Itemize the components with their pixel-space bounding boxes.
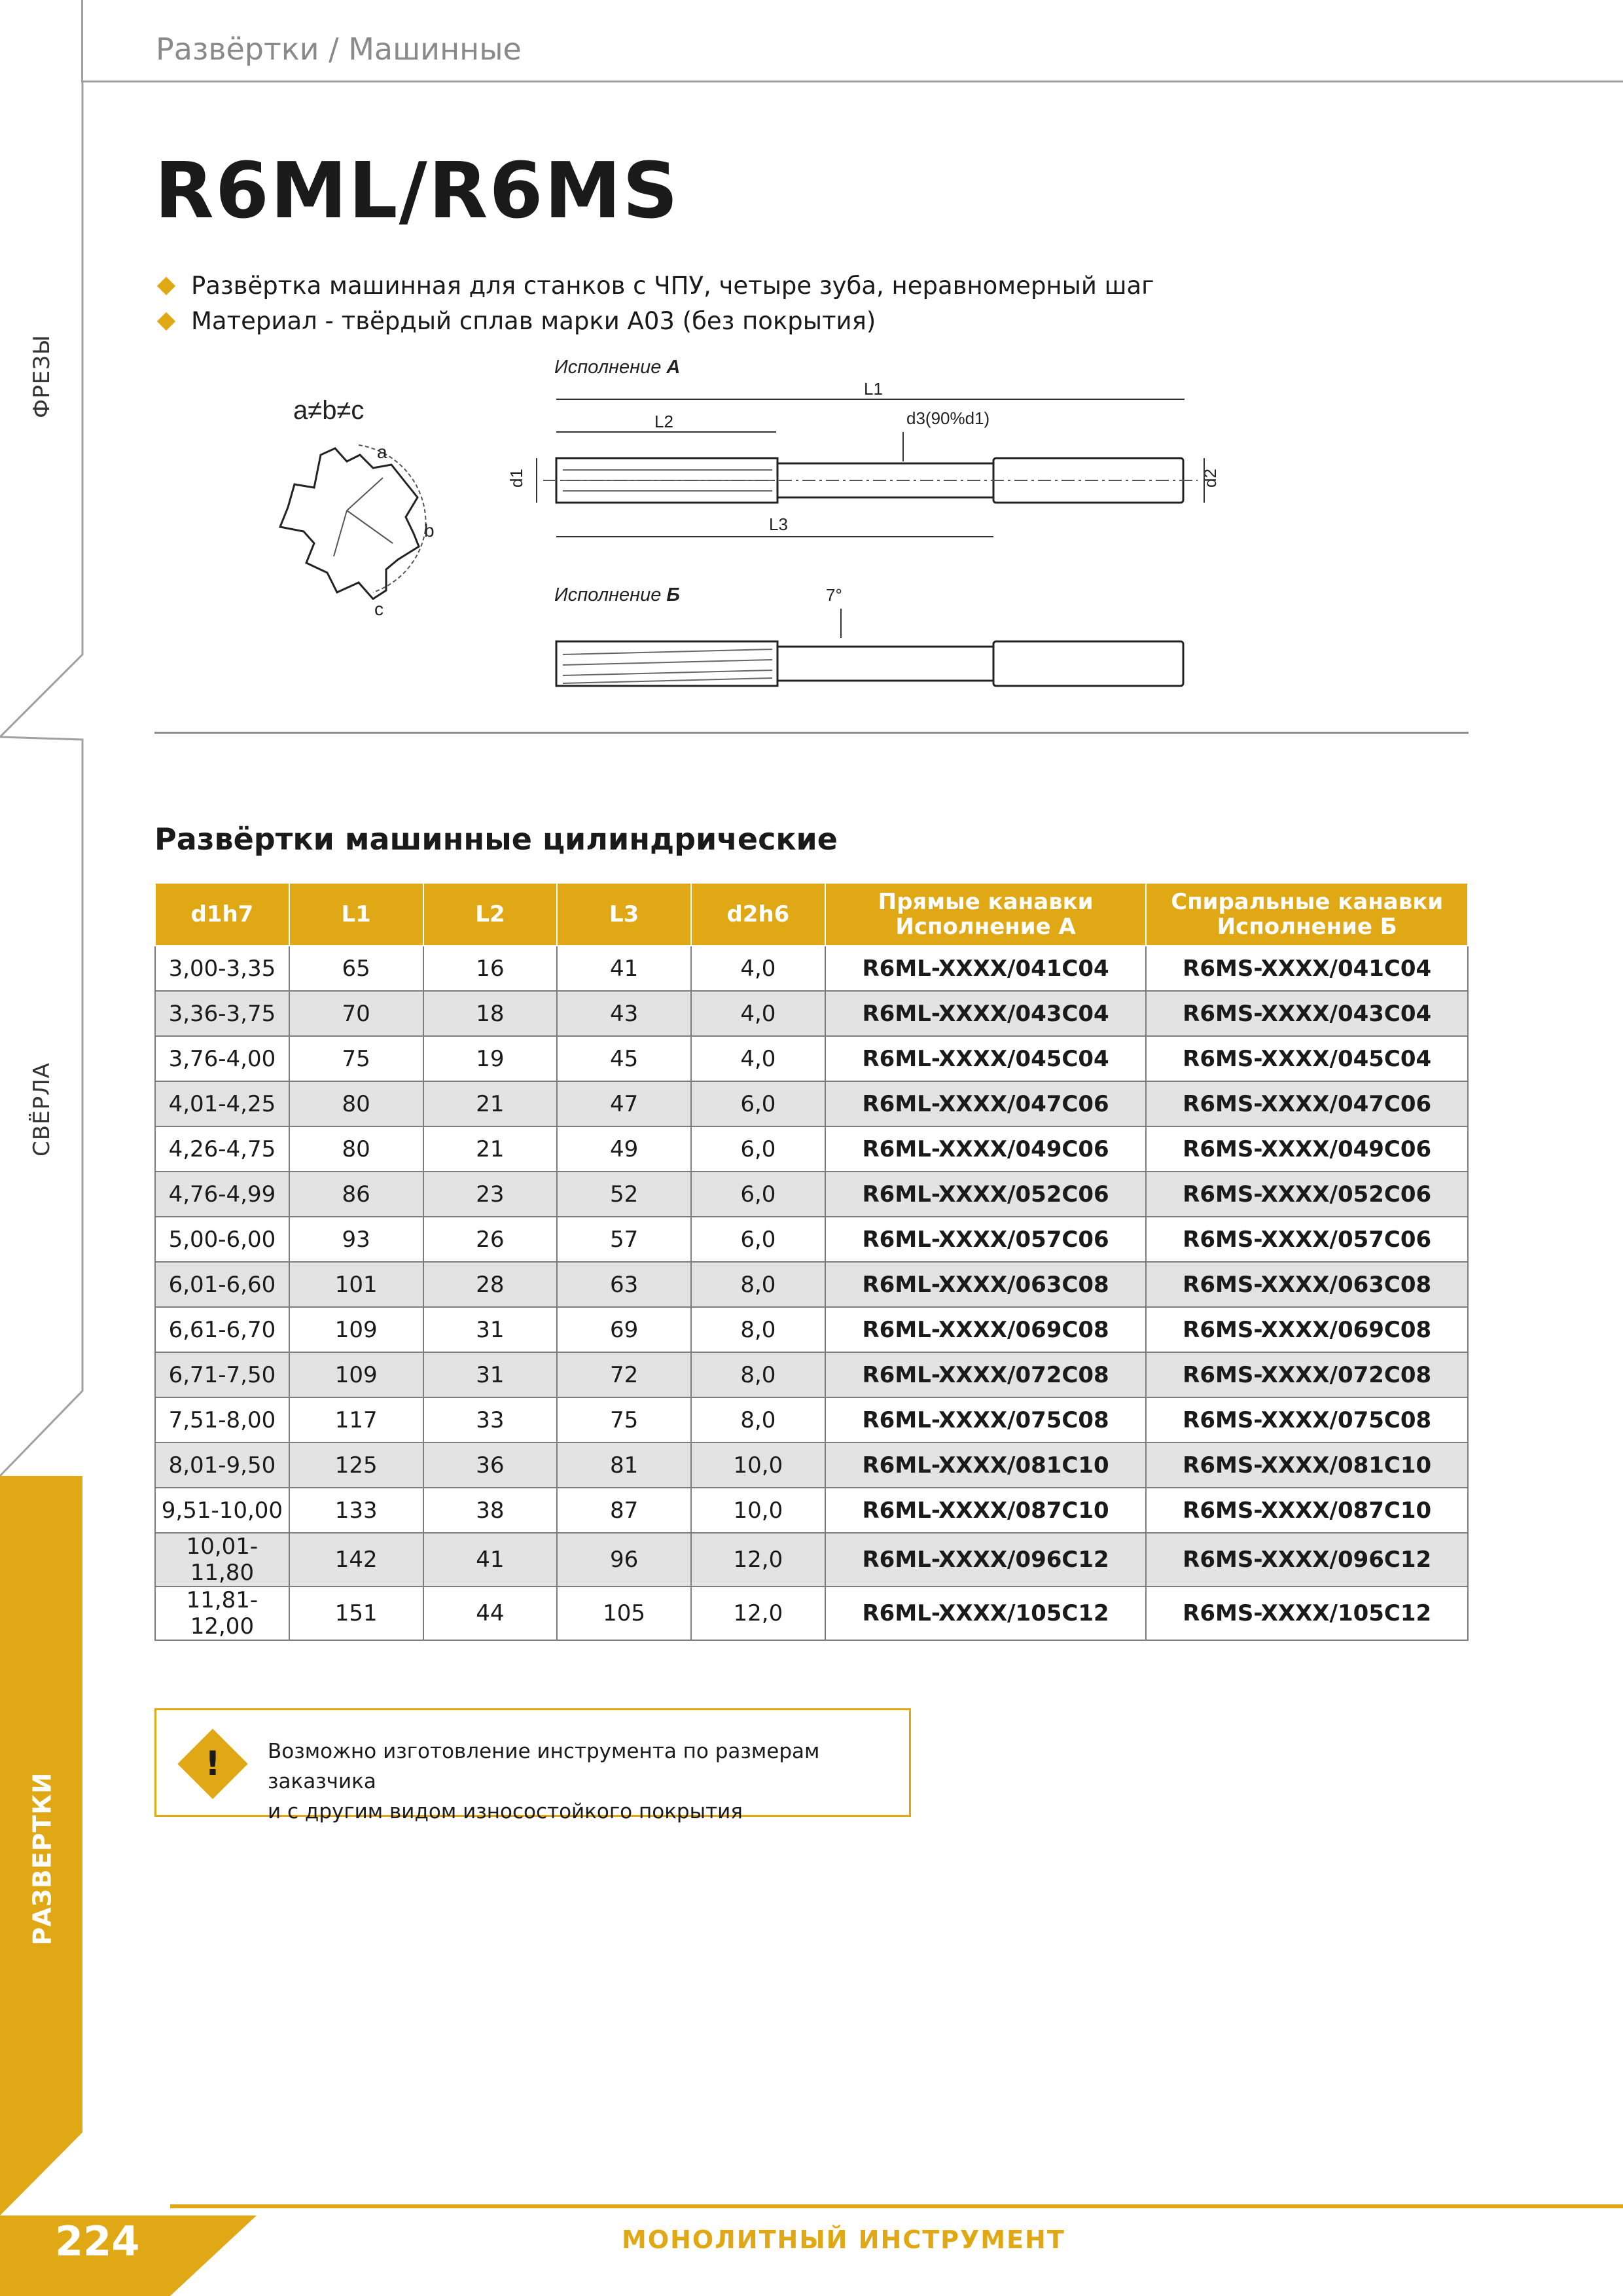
cell-d2: 8,0 bbox=[691, 1307, 825, 1352]
section-formula: a≠b≠c bbox=[293, 396, 365, 425]
table-header-row bbox=[155, 883, 1468, 946]
cell-d1: 3,00-3,35 bbox=[155, 946, 289, 991]
table-row bbox=[155, 1217, 1468, 1262]
cell-l1: 117 bbox=[289, 1397, 423, 1443]
cell-code-spiral: R6MS-XXXX/105C12 bbox=[1146, 1587, 1468, 1640]
svg-text:Исполнение А bbox=[554, 357, 680, 378]
spec-table bbox=[154, 882, 1469, 1641]
cell-l2: 21 bbox=[423, 1126, 558, 1172]
cell-d1: 4,26-4,75 bbox=[155, 1126, 289, 1172]
footer-divider bbox=[170, 2204, 1623, 2208]
table-row bbox=[155, 1126, 1468, 1172]
feature-list bbox=[156, 268, 1154, 339]
table-row bbox=[155, 1587, 1468, 1640]
cell-l2: 18 bbox=[423, 991, 558, 1036]
cell-d2: 6,0 bbox=[691, 1217, 825, 1262]
cell-l2: 21 bbox=[423, 1081, 558, 1126]
cell-d2: 6,0 bbox=[691, 1126, 825, 1172]
cell-d2: 6,0 bbox=[691, 1172, 825, 1217]
cell-l3: 45 bbox=[557, 1036, 691, 1081]
cell-l1: 65 bbox=[289, 946, 423, 991]
cell-l3: 69 bbox=[557, 1307, 691, 1352]
variant-b-drawing bbox=[554, 584, 1183, 686]
cell-l1: 151 bbox=[289, 1587, 423, 1640]
cell-code-straight: R6ML-XXXX/069C08 bbox=[825, 1307, 1147, 1352]
cell-d1: 4,76-4,99 bbox=[155, 1172, 289, 1217]
col-header-line: Прямые канавки bbox=[878, 889, 1094, 915]
cell-code-straight: R6ML-XXXX/057C06 bbox=[825, 1217, 1147, 1262]
cross-section bbox=[280, 396, 435, 619]
cell-d2: 6,0 bbox=[691, 1081, 825, 1126]
cell-code-straight: R6ML-XXXX/096C12 bbox=[825, 1533, 1147, 1587]
cell-l1: 109 bbox=[289, 1307, 423, 1352]
variant-b-letter: Б bbox=[666, 584, 680, 605]
cell-code-straight: R6ML-XXXX/075C08 bbox=[825, 1397, 1147, 1443]
cell-l1: 86 bbox=[289, 1172, 423, 1217]
page-number: 224 bbox=[55, 2217, 140, 2265]
section-label-a: a bbox=[377, 442, 387, 462]
table-row bbox=[155, 1488, 1468, 1533]
cell-l3: 47 bbox=[557, 1081, 691, 1126]
cell-d1: 10,01-11,80 bbox=[155, 1533, 289, 1587]
bullet-diamond-icon bbox=[157, 312, 175, 331]
cell-l1: 80 bbox=[289, 1081, 423, 1126]
side-tab-label: РАЗВЕРТКИ bbox=[27, 1772, 57, 1946]
cell-code-straight: R6ML-XXXX/041C04 bbox=[825, 946, 1147, 991]
col-header-d1: d1h7 bbox=[155, 883, 289, 946]
cell-code-spiral: R6MS-XXXX/087C10 bbox=[1146, 1488, 1468, 1533]
cell-d2: 10,0 bbox=[691, 1488, 825, 1533]
bullet-diamond-icon bbox=[157, 277, 175, 295]
cell-code-spiral: R6MS-XXXX/081C10 bbox=[1146, 1443, 1468, 1488]
variant-a-letter: А bbox=[666, 357, 681, 378]
cell-l1: 125 bbox=[289, 1443, 423, 1488]
cell-l3: 72 bbox=[557, 1352, 691, 1397]
cell-d2: 10,0 bbox=[691, 1443, 825, 1488]
technical-drawing bbox=[249, 347, 1243, 700]
cell-l3: 75 bbox=[557, 1397, 691, 1443]
cell-l3: 52 bbox=[557, 1172, 691, 1217]
feature-item bbox=[156, 268, 1154, 304]
col-header-line: Исполнение А bbox=[895, 914, 1076, 940]
side-tab-frezy[interactable] bbox=[0, 295, 84, 458]
cell-l2: 38 bbox=[423, 1488, 558, 1533]
dim-d1: d1 bbox=[507, 469, 526, 488]
dim-angle: 7° bbox=[826, 585, 842, 605]
cell-d2: 8,0 bbox=[691, 1397, 825, 1443]
dim-l1: L1 bbox=[864, 379, 883, 399]
side-tab-label: ФРЕЗЫ bbox=[29, 334, 55, 419]
cell-code-spiral: R6MS-XXXX/096C12 bbox=[1146, 1533, 1468, 1587]
feature-text: Развёртка машинная для станков с ЧПУ, четыре зуба, неравномерный шаг bbox=[191, 272, 1154, 300]
section-label-b: b bbox=[424, 520, 435, 541]
col-header-line: Исполнение Б bbox=[1217, 914, 1397, 940]
cell-code-spiral: R6MS-XXXX/049C06 bbox=[1146, 1126, 1468, 1172]
cell-l1: 142 bbox=[289, 1533, 423, 1587]
cell-l1: 93 bbox=[289, 1217, 423, 1262]
cell-code-straight: R6ML-XXXX/049C06 bbox=[825, 1126, 1147, 1172]
page-title: R6ML/R6MS bbox=[154, 145, 680, 236]
cell-l1: 75 bbox=[289, 1036, 423, 1081]
cell-l2: 28 bbox=[423, 1262, 558, 1307]
cell-code-straight: R6ML-XXXX/081C10 bbox=[825, 1443, 1147, 1488]
cell-d1: 9,51-10,00 bbox=[155, 1488, 289, 1533]
col-header-straight bbox=[825, 883, 1147, 946]
col-header-d2: d2h6 bbox=[691, 883, 825, 946]
cell-d2: 12,0 bbox=[691, 1587, 825, 1640]
cell-l1: 133 bbox=[289, 1488, 423, 1533]
cell-code-straight: R6ML-XXXX/087C10 bbox=[825, 1488, 1147, 1533]
dim-d2: d2 bbox=[1200, 469, 1220, 488]
cell-l1: 70 bbox=[289, 991, 423, 1036]
header-divider bbox=[81, 81, 1623, 82]
table-title: Развёртки машинные цилиндрические bbox=[154, 821, 838, 857]
section-label-c: c bbox=[374, 599, 383, 619]
cell-l3: 81 bbox=[557, 1443, 691, 1488]
cell-code-straight: R6ML-XXXX/105C12 bbox=[825, 1587, 1147, 1640]
feature-item bbox=[156, 304, 1154, 339]
cell-d1: 8,01-9,50 bbox=[155, 1443, 289, 1488]
cell-l3: 105 bbox=[557, 1587, 691, 1640]
cell-d2: 4,0 bbox=[691, 946, 825, 991]
cell-l2: 19 bbox=[423, 1036, 558, 1081]
cell-code-straight: R6ML-XXXX/045C04 bbox=[825, 1036, 1147, 1081]
cell-code-straight: R6ML-XXXX/063C08 bbox=[825, 1262, 1147, 1307]
feature-text: Материал - твёрдый сплав марки А03 (без покрытия) bbox=[191, 307, 876, 335]
col-header-spiral bbox=[1146, 883, 1468, 946]
dim-l2: L2 bbox=[654, 412, 673, 431]
cell-l2: 36 bbox=[423, 1443, 558, 1488]
cell-l1: 80 bbox=[289, 1126, 423, 1172]
cell-l3: 96 bbox=[557, 1533, 691, 1587]
cell-l2: 44 bbox=[423, 1587, 558, 1640]
notice-line: Возможно изготовление инструмента по размерам заказчика bbox=[268, 1740, 820, 1793]
side-tab-label: СВЁРЛА bbox=[29, 1062, 56, 1157]
col-header-l3: L3 bbox=[557, 883, 691, 946]
cell-d1: 7,51-8,00 bbox=[155, 1397, 289, 1443]
table-row bbox=[155, 946, 1468, 991]
cell-code-spiral: R6MS-XXXX/069C08 bbox=[1146, 1307, 1468, 1352]
col-header-l1: L1 bbox=[289, 883, 423, 946]
cell-d2: 12,0 bbox=[691, 1533, 825, 1587]
col-header-l2: L2 bbox=[423, 883, 558, 946]
cell-l2: 31 bbox=[423, 1352, 558, 1397]
cell-l1: 101 bbox=[289, 1262, 423, 1307]
cell-l3: 43 bbox=[557, 991, 691, 1036]
cell-l1: 109 bbox=[289, 1352, 423, 1397]
notice-text bbox=[268, 1736, 909, 1827]
cell-code-straight: R6ML-XXXX/072C08 bbox=[825, 1352, 1147, 1397]
cell-d2: 4,0 bbox=[691, 1036, 825, 1081]
cell-l3: 57 bbox=[557, 1217, 691, 1262]
table-row bbox=[155, 991, 1468, 1036]
cell-d1: 11,81-12,00 bbox=[155, 1587, 289, 1640]
cell-l3: 49 bbox=[557, 1126, 691, 1172]
cell-d1: 5,00-6,00 bbox=[155, 1217, 289, 1262]
notice-line: и с другим видом износостойкого покрытия bbox=[268, 1800, 743, 1823]
cell-d1: 3,76-4,00 bbox=[155, 1036, 289, 1081]
cell-l2: 26 bbox=[423, 1217, 558, 1262]
table-row bbox=[155, 1036, 1468, 1081]
cell-code-spiral: R6MS-XXXX/072C08 bbox=[1146, 1352, 1468, 1397]
variant-a-drawing bbox=[507, 357, 1220, 537]
breadcrumb: Развёртки / Машинные bbox=[156, 31, 522, 67]
cell-code-spiral: R6MS-XXXX/057C06 bbox=[1146, 1217, 1468, 1262]
variant-a-label: Исполнение bbox=[554, 357, 667, 378]
cell-l2: 31 bbox=[423, 1307, 558, 1352]
cell-code-spiral: R6MS-XXXX/041C04 bbox=[1146, 946, 1468, 991]
cell-code-straight: R6ML-XXXX/047C06 bbox=[825, 1081, 1147, 1126]
dim-l3: L3 bbox=[769, 514, 788, 534]
table-row bbox=[155, 1352, 1468, 1397]
svg-text:Исполнение Б bbox=[554, 584, 680, 605]
cell-d1: 6,01-6,60 bbox=[155, 1262, 289, 1307]
side-tab-sverla[interactable] bbox=[0, 1028, 84, 1191]
cell-d1: 3,36-3,75 bbox=[155, 991, 289, 1036]
cell-d1: 6,61-6,70 bbox=[155, 1307, 289, 1352]
table-row bbox=[155, 1172, 1468, 1217]
cell-l2: 33 bbox=[423, 1397, 558, 1443]
table-row bbox=[155, 1262, 1468, 1307]
dim-d3: d3(90%d1) bbox=[906, 408, 990, 428]
table-row bbox=[155, 1443, 1468, 1488]
table-row bbox=[155, 1533, 1468, 1587]
cell-d1: 4,01-4,25 bbox=[155, 1081, 289, 1126]
footer-text: МОНОЛИТНЫЙ ИНСТРУМЕНТ bbox=[622, 2225, 1065, 2254]
side-tab-razvertki[interactable] bbox=[0, 1761, 84, 1957]
cell-code-spiral: R6MS-XXXX/043C04 bbox=[1146, 991, 1468, 1036]
section-divider bbox=[154, 732, 1469, 734]
cell-l3: 41 bbox=[557, 946, 691, 991]
cell-l2: 23 bbox=[423, 1172, 558, 1217]
cell-code-spiral: R6MS-XXXX/075C08 bbox=[1146, 1397, 1468, 1443]
cell-code-straight: R6ML-XXXX/052C06 bbox=[825, 1172, 1147, 1217]
cell-d1: 6,71-7,50 bbox=[155, 1352, 289, 1397]
table-row bbox=[155, 1081, 1468, 1126]
cell-code-spiral: R6MS-XXXX/047C06 bbox=[1146, 1081, 1468, 1126]
cell-d2: 8,0 bbox=[691, 1262, 825, 1307]
variant-b-label: Исполнение bbox=[554, 584, 667, 605]
table-row bbox=[155, 1397, 1468, 1443]
cell-l2: 16 bbox=[423, 946, 558, 991]
custom-order-notice bbox=[154, 1708, 911, 1823]
cell-code-straight: R6ML-XXXX/043C04 bbox=[825, 991, 1147, 1036]
cell-d2: 8,0 bbox=[691, 1352, 825, 1397]
table-row bbox=[155, 1307, 1468, 1352]
cell-code-spiral: R6MS-XXXX/063C08 bbox=[1146, 1262, 1468, 1307]
cell-l2: 41 bbox=[423, 1533, 558, 1587]
cell-l3: 63 bbox=[557, 1262, 691, 1307]
cell-d2: 4,0 bbox=[691, 991, 825, 1036]
cell-l3: 87 bbox=[557, 1488, 691, 1533]
col-header-line: Спиральные канавки bbox=[1171, 889, 1444, 915]
warning-mark: ! bbox=[205, 1744, 221, 1784]
cell-code-spiral: R6MS-XXXX/045C04 bbox=[1146, 1036, 1468, 1081]
cell-code-spiral: R6MS-XXXX/052C06 bbox=[1146, 1172, 1468, 1217]
